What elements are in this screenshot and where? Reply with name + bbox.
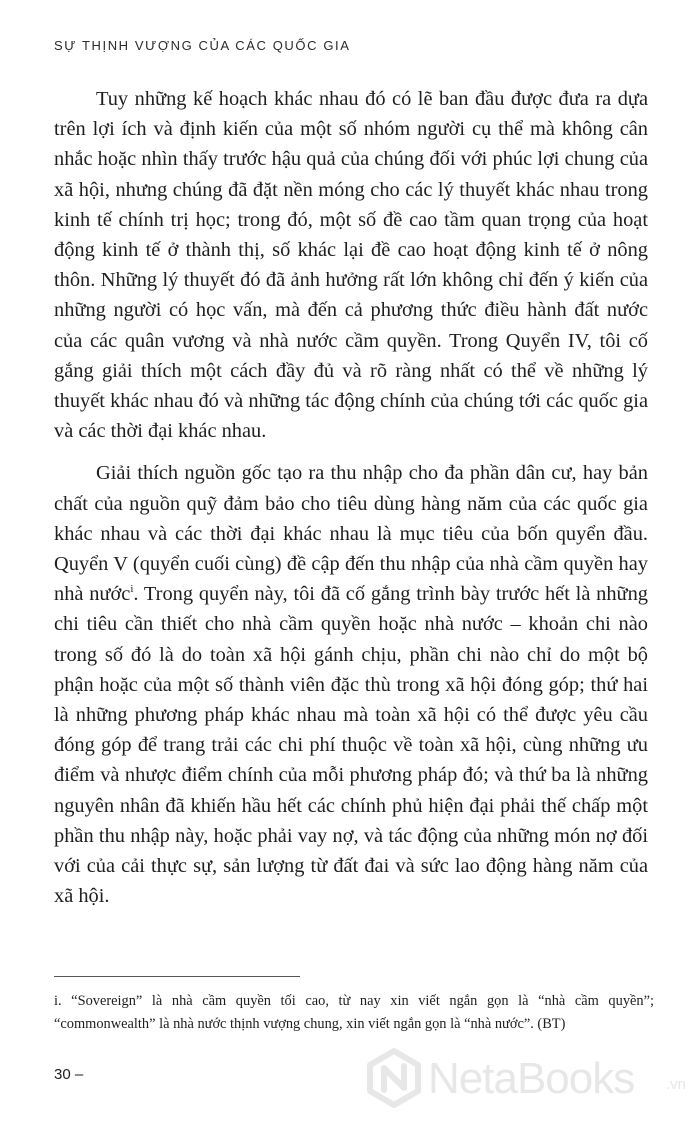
watermark (366, 1046, 696, 1112)
running-header: SỰ THỊNH VƯỢNG CỦA CÁC QUỐC GIA (54, 38, 351, 53)
footnote-marker: i (130, 583, 134, 596)
watermark-suffix: .vn (666, 1076, 687, 1093)
page-number: 30 – (54, 1066, 84, 1083)
watermark-brand: NetaBooks (428, 1054, 635, 1103)
paragraph: Tuy những kế hoạch khác nhau đó có lẽ ban đầu được đưa ra dựa trên lợi ích và định kiến của một số nhóm người cụ thể mà không cân nhắc hoặc nhìn thấy trước hậu quả của chúng đối với phúc lợi chung của xã hội, nhưng chúng đã đặt nền móng cho các lý thuyết khác nhau trong kinh tế chính trị học; trong đó, một số đề cao tầm quan trọng của hoạt động kinh tế ở thành thị, số khác lại đề cao hoạt động kinh tế ở nông thôn. Những lý thuyết đó đã ảnh hưởng rất lớn không chỉ đến ý kiến của những người có học vấn, mà đến cả phương thức điều hành đất nước của các quân vương và nhà nước cầm quyền. Trong Quyển IV, tôi cố gắng giải thích một cách đầy đủ và rõ ràng nhất có thể về những lý thuyết khác nhau đó và những tác động chính của chúng tới các quốc gia và các thời đại khác nhau. (54, 88, 648, 443)
paragraph-text: . Trong quyển này, tôi đã cố gắng trình bày trước hết là những chi tiêu cần thiết cho nhà cầm quyền hoặc nhà nước – khoản chi nào trong số đó là do toàn xã hội gánh chịu, phần chi nào chỉ do một bộ phận hoặc của một số thành viên đặc thù trong xã hội đóng góp; thứ hai là những phương pháp khác nhau mà toàn xã hội có thể được yêu cầu đóng góp để trang trải các chi phí thuộc về toàn xã hội, cùng những ưu điểm và nhược điểm chính của mỗi phương pháp đó; và thứ ba là những nguyên nhân đã khiến hầu hết các chính phủ hiện đại phải thế chấp một phần thu nhập này, hoặc phải vay nợ, và tác động của những món nợ đối với của cải thực sự, sản lượng từ đất đai và sức lao động hàng năm của xã hội. (54, 583, 648, 908)
main-text (54, 84, 648, 923)
paragraph-text: Giải thích nguồn gốc tạo ra thu nhập cho đa phần dân cư, hay bản chất của nguồn quỹ đảm bảo cho tiêu dùng hàng năm của các quốc gia khác nhau và các thời đại khác nhau là mục tiêu của bốn quyển đầu. Quyển V (quyển cuối cùng) đề cập đến thu nhập của nhà cầm quyền hay nhà nước (54, 462, 648, 606)
footnote: i. “Sovereign” là nhà cầm quyền tối cao, từ nay xin viết ngắn gọn là “nhà cầm quyền”; “commonwealth” là nhà nước thịnh vượng chung, xin viết ngắn gọn là “nhà nước”. (BT) (54, 993, 654, 1032)
paragraph (54, 458, 648, 911)
netabooks-logo-icon (366, 1048, 422, 1108)
footnote-divider (54, 976, 300, 977)
